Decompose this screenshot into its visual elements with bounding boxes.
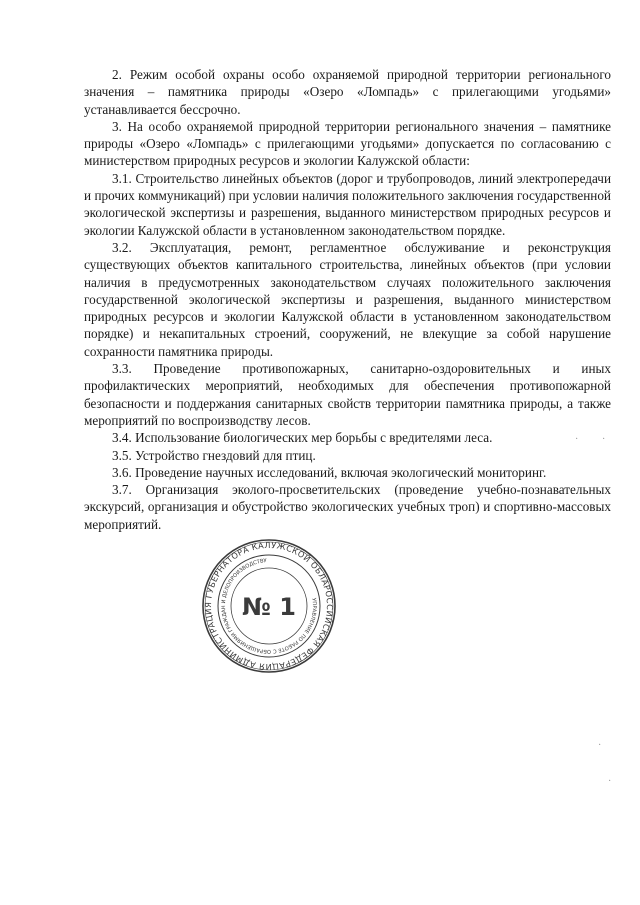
scan-speck: · [608, 776, 612, 787]
scan-speck: · [598, 740, 602, 751]
seal-outer-text: РОССИЙСКАЯ ФЕДЕРАЦИЯ АДМИНИСТРАЦИЯ ГУБЕРНАТОРА КАЛУЖСКОЙ ОБЛАСТИ [202, 539, 336, 673]
paragraph-2: 2. Режим особой охраны особо охраняемой природной территории регионального значения – памятника природы «Озеро «Ломпадь» с прилегающими угодьями» устанавливается бессрочно. [84, 67, 611, 117]
document-body [84, 66, 611, 533]
paragraph-3-5: 3.5. Устройство гнездовий для птиц. [112, 447, 316, 463]
paragraph-3-2: 3.2. Эксплуатация, ремонт, регламентное обслуживание и реконструкция существующих объектов капитального строительства, линейных объектов (при условии наличия в предусмотренных законодательством случаях положительного заключения государственной экологической экспертизы и разрешения, выданного министерством природных ресурсов и экологии Калужской области в установленном законодательством порядке) и некапитальных строений, сооружений, не влекущие за собой нарушение сохранности памятника природы. [84, 239, 611, 359]
paragraph-3-3: 3.3. Проведение противопожарных, санитарно-оздоровительных и иных профилактических мероприятий, необходимых для обеспечения противопожарной безопасности и поддержания санитарных свойств территории памятника природы, а также мероприятий по воспроизводству лесов. [84, 361, 611, 428]
seal-number: № 1 [242, 593, 296, 621]
official-seal [199, 536, 339, 676]
scan-speck: · [602, 434, 606, 445]
paragraph-3-6: 3.6. Проведение научных исследований, включая экологический мониторинг. [112, 464, 547, 480]
seal-inner-text: УПРАВЛЕНИЕ ПО РАБОТЕ С ОБРАЩЕНИЯМИ ГРАЖДАН И ДЕЛОПРОИЗВОДСТВУ [220, 558, 318, 655]
scan-speck: · [575, 434, 579, 445]
paragraph-3: 3. На особо охраняемой природной территории регионального значения – памятнике природы «Озеро «Ломпадь» с прилегающими угодьями» допускается по согласованию с министерством природных ресурсов и экологии Калужской области: [84, 118, 611, 169]
paragraph-3-1: 3.1. Строительство линейных объектов (дорог и трубопроводов, линий электропередачи и прочих коммуникаций) при условии наличия положительного заключения государственной экологической экспертизы и разрешения, выданного министерством природных ресурсов и экологии Калужской области в установленном законодательством порядке. [84, 170, 611, 238]
paragraph-3-7: 3.7. Организация эколого-просветительских (проведение учебно-познавательных экскурсий, организация и обустройство экологических учебных троп) и спортивно-массовых мероприятий. [84, 482, 611, 532]
paragraph-3-4: 3.4. Использование биологических мер борьбы с вредителями леса. [112, 430, 493, 446]
